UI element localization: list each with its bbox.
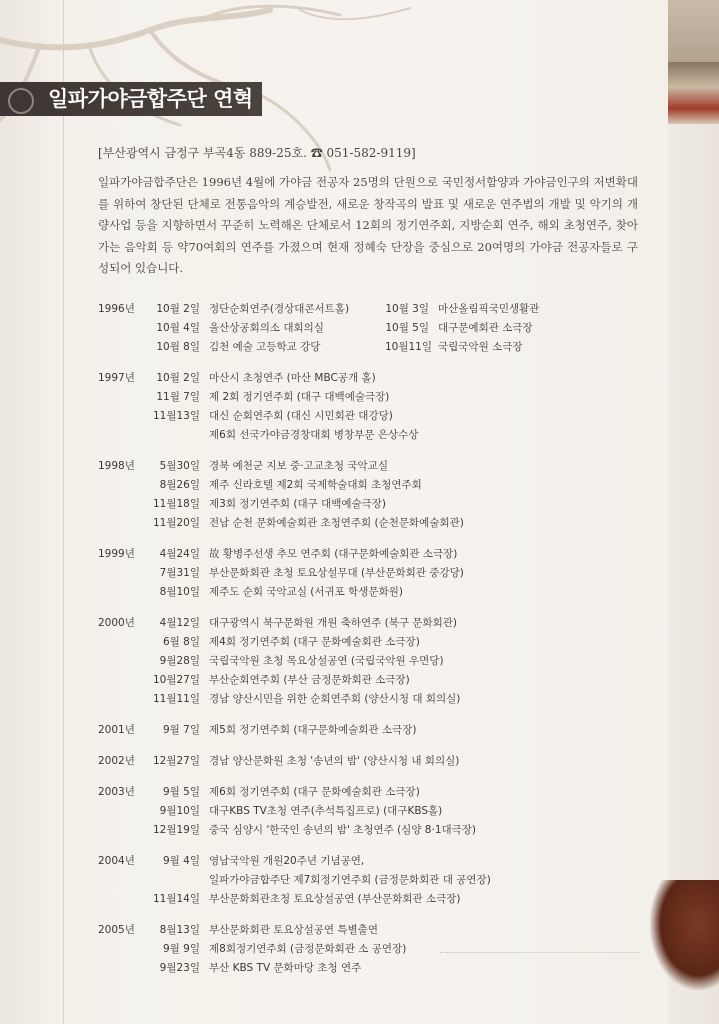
event-date: 11월 7일	[156, 391, 200, 403]
event-date: 11월11일	[152, 693, 200, 705]
event-description: 중국 심양시 '한국인 송년의 밤' 초청연주 (심양 8·1대극장)	[209, 824, 477, 836]
performance-photo-thumbnail	[668, 62, 719, 124]
timeline-row	[98, 426, 658, 445]
year-block	[98, 921, 658, 978]
event-date: 9월 5일	[163, 786, 200, 798]
timeline-row	[98, 495, 658, 514]
year-block	[98, 614, 658, 709]
year-label: 2003년	[98, 786, 135, 798]
event-date: 7월31일	[159, 567, 200, 579]
event-date: 9월 4일	[163, 855, 200, 867]
event-description: 제5회 정기연주회 (대구문화예술회관 소극장)	[209, 724, 417, 736]
timeline-row	[98, 388, 658, 407]
right-edge-strip	[668, 0, 719, 1024]
event-date: 11월20일	[152, 517, 200, 529]
year-block	[98, 457, 658, 533]
year-block	[98, 852, 658, 909]
event-date: 9월 9일	[163, 943, 200, 955]
event-description: 경북 예천군 지보 중·고교초청 국악교실	[209, 460, 388, 472]
year-label	[98, 564, 148, 583]
event-description: 제 2회 정기연주회 (대구 대백예술극장)	[209, 391, 390, 403]
timeline-row	[98, 752, 658, 771]
event-description: 일파가야금합주단 제7회정기연주회 (금정문화회관 대 공연장)	[209, 874, 491, 886]
timeline-row	[98, 890, 658, 909]
event-description: 대구KBS TV초청 연주(추석특집프로) (대구KBS홀)	[209, 805, 443, 817]
event-description: 대신 순회연주회 (대신 시민회관 대강당)	[209, 410, 393, 422]
event-date: 4월24일	[159, 548, 200, 560]
year-label: 2005년	[98, 924, 135, 936]
timeline-row	[98, 633, 658, 652]
event-date: 8월26일	[159, 479, 200, 491]
timeline-row	[98, 783, 658, 802]
timeline-row	[98, 545, 658, 564]
event-description: 경남 양산문화원 초청 '송년의 밤' (양산시청 내 회의실)	[209, 755, 460, 767]
event-description: 국립국악원 초청 목요상설공연 (국립국악원 우면당)	[209, 655, 444, 667]
event-description: 정단순회연주(경상대콘서트홀)	[209, 303, 350, 315]
dotted-divider	[440, 952, 640, 953]
event-date: 8월13일	[159, 924, 200, 936]
timeline-row	[98, 583, 658, 602]
event-description: 제주도 순회 국악교실 (서귀포 학생문화원)	[209, 586, 403, 598]
event-description: 부산문화회관 초청 토요상설무대 (부산문화회관 중강당)	[209, 567, 464, 579]
timeline-row	[98, 652, 658, 671]
event-description: 부산문화회관 토요상설공연 특별출연	[209, 924, 378, 936]
timeline-row	[98, 690, 658, 709]
event-description: 제4회 정기연주회 (대구 문화예술회관 소극장)	[209, 636, 420, 648]
timeline-row	[98, 871, 658, 890]
year-label: 2004년	[98, 855, 135, 867]
year-block	[98, 369, 658, 445]
event-date: 9월23일	[159, 962, 200, 974]
event-description: 대구광역시 북구문화원 개원 축하연주 (북구 문화회관)	[209, 617, 458, 629]
year-label: 2001년	[98, 724, 135, 736]
timeline-row	[98, 821, 658, 840]
event-date: 10월 4일	[156, 322, 200, 334]
year-label: 1999년	[98, 548, 135, 560]
year-label	[98, 821, 148, 840]
year-label	[98, 388, 148, 407]
event-description: 부산 KBS TV 문화마당 초청 연주	[209, 962, 362, 974]
year-label	[98, 338, 148, 357]
event-description: 제3회 정기연주회 (대구 대백예술극장)	[209, 498, 387, 510]
intro-paragraph: 일파가야금합주단은 1996년 4월에 가야금 전공자 25명의 단원으로 국민정서함양과 가야금인구의 저변확대를 위하여 창단된 단체로 전통음악의 계승발전, 새로운 창작곡의 발표 및 새로운 연주법의 개발 및 악기의 개량사업 등을 지향하면서 꾸준히 노력해온 단체로서 12회의 정기연주회, 지방순회 연주, 해외 초청연주, 찾아가는 음악회 등 약70여회의 연주를 가졌으며 현재 정혜숙 단장을 중심으로 20여명의 가야금 전공자들로 구성되어 있습니다.	[98, 175, 638, 275]
history-timeline	[98, 300, 658, 990]
timeline-row	[98, 940, 658, 959]
event-description: 김천 예술 고등학교 강당	[209, 341, 321, 353]
year-label	[98, 583, 148, 602]
year-label	[98, 476, 148, 495]
timeline-row	[98, 457, 658, 476]
event-description: 전남 순천 문화예술회관 초청연주회 (순천문화예술회관)	[209, 517, 464, 529]
event-description: 마산시 초청연주 (마산 MBC공개 홀)	[209, 372, 376, 384]
event-description: 제8회정기연주회 (금정문화회관 소 공연장)	[209, 943, 407, 955]
event-date: 10월 2일	[156, 372, 200, 384]
event-description: 울산상공회의소 대회의실	[209, 322, 324, 334]
event-description: 제주 신라호텔 제2회 국제학술대회 초청연주회	[209, 479, 422, 491]
event-description: 마산올림픽국민생활관	[438, 303, 540, 315]
event-date: 10월 5일	[385, 322, 429, 334]
event-description: 부산문화회관초청 토요상설공연 (부산문화회관 소극장)	[209, 893, 461, 905]
event-date: 9월 7일	[163, 724, 200, 736]
event-date: 10월27일	[152, 674, 200, 686]
year-label	[98, 959, 148, 978]
year-label	[98, 871, 148, 890]
event-date: 9월28일	[159, 655, 200, 667]
year-label	[98, 802, 148, 821]
year-block	[98, 545, 658, 602]
year-label	[98, 633, 148, 652]
page-title: 일파가야금합주단 연혁	[48, 87, 253, 111]
event-date	[148, 871, 209, 890]
event-date: 5월30일	[159, 460, 200, 472]
event-date: 10월 8일	[156, 341, 200, 353]
event-date: 11월14일	[152, 893, 200, 905]
event-description: 영남국악원 개원20주년 기념공연,	[209, 855, 365, 867]
event-description: 제6회 정기연주회 (대구 문화예술회관 소극장)	[209, 786, 420, 798]
event-date: 8월10일	[159, 586, 200, 598]
event-date: 12월27일	[152, 755, 200, 767]
event-description: 경남 양산시민을 위한 순회연주회 (양산시청 대 회의실)	[209, 693, 461, 705]
timeline-row	[98, 338, 658, 357]
timeline-row	[98, 959, 658, 978]
timeline-row	[98, 671, 658, 690]
timeline-row	[98, 407, 658, 426]
event-description: 故 황병주선생 추모 연주회 (대구문화예술회관 소극장)	[209, 548, 458, 560]
year-label	[98, 319, 148, 338]
year-label	[98, 495, 148, 514]
year-label	[98, 407, 148, 426]
year-block	[98, 721, 658, 740]
timeline-row	[98, 721, 658, 740]
timeline-row	[98, 476, 658, 495]
year-block	[98, 300, 658, 357]
year-label: 1996년	[98, 303, 135, 315]
year-label	[98, 652, 148, 671]
timeline-row	[98, 802, 658, 821]
event-date: 10월11일	[385, 341, 433, 353]
timeline-row	[98, 514, 658, 533]
year-label: 2000년	[98, 617, 135, 629]
year-label	[98, 890, 148, 909]
year-label: 2002년	[98, 755, 135, 767]
timeline-row	[98, 369, 658, 388]
year-block	[98, 752, 658, 771]
event-description: 제6회 선국가야금경창대회 병창부문 은상수상	[209, 429, 419, 441]
event-date: 6월 8일	[163, 636, 200, 648]
timeline-row	[98, 614, 658, 633]
timeline-row	[98, 564, 658, 583]
photo-top-thumbnail	[668, 0, 719, 62]
event-date: 11월13일	[152, 410, 200, 422]
event-description: 대구문예회관 소극장	[438, 322, 533, 334]
event-date: 12월19일	[152, 824, 200, 836]
event-date: 4월12일	[159, 617, 200, 629]
emblem-icon	[8, 88, 34, 114]
instrument-decoration	[650, 880, 719, 990]
timeline-row	[98, 319, 658, 338]
address-line: [부산광역시 금정구 부곡4동 889-25호. ☎ 051-582-9119]	[98, 146, 416, 160]
event-date: 10월 2일	[156, 303, 200, 315]
year-label	[98, 940, 148, 959]
event-date: 10월 3일	[385, 303, 429, 315]
year-label: 1997년	[98, 372, 135, 384]
year-block	[98, 783, 658, 840]
year-label	[98, 671, 148, 690]
event-date	[148, 426, 209, 445]
event-date: 9월10일	[159, 805, 200, 817]
year-label	[98, 514, 148, 533]
timeline-row	[98, 300, 658, 319]
event-date: 11월18일	[152, 498, 200, 510]
event-description: 국립국악원 소극장	[438, 341, 523, 353]
year-label	[98, 690, 148, 709]
timeline-row	[98, 921, 658, 940]
year-label: 1998년	[98, 460, 135, 472]
timeline-row	[98, 852, 658, 871]
year-label	[98, 426, 148, 445]
event-description: 부산순회연주회 (부산 금정문화회관 소극장)	[209, 674, 410, 686]
